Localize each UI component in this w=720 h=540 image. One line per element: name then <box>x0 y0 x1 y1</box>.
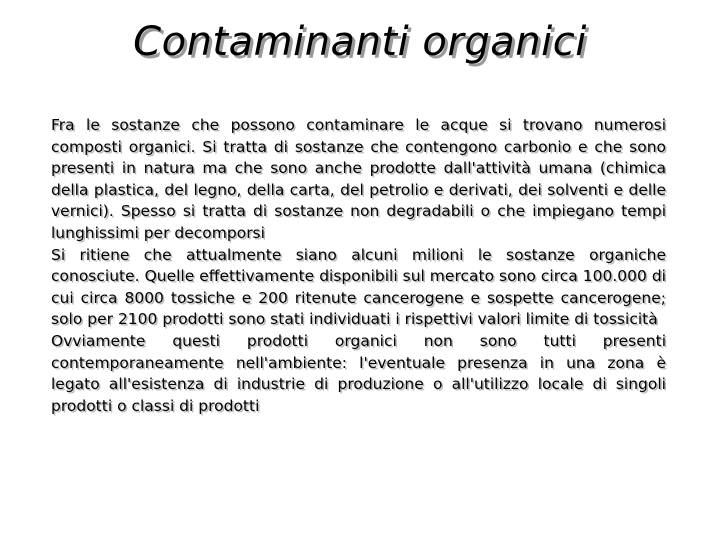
paragraph-2: Si ritiene che attualmente siano alcuni milioni le sostanze organiche conosciute. Quelle effettivamente disponibili sul mercato sono circa 100.000 di cui circa 8000 tossiche e 200 ritenute cancerogene e sospette cancerogene; solo per 2100 prodotti sono stati individuati i rispettivi valori limite di tossicità <box>51 245 666 329</box>
paragraph-1: Fra le sostanze che possono contaminare le acque si trovano numerosi composti organici. Si tratta di sostanze che contengono carbonio e che sono presenti in natura ma che sono anche prodotte dall'attività umana (chimica della plastica, del legno, della carta, del petrolio e derivati, dei solventi e delle vernici). Spesso si tratta di sostanze non degradabili o che impiegano tempi lunghissimi per decomporsi <box>51 116 666 242</box>
paragraph-3: Ovviamente questi prodotti organici non sono tutti presenti contemporaneamente nell'ambiente: l'eventuale presenza in una zona è legato all'esistenza di industrie di produzione o all'utilizzo locale di singoli prodotti o classi di prodotti <box>51 331 666 415</box>
slide-title: Contaminanti organici <box>133 19 587 65</box>
slide-body <box>51 115 666 417</box>
